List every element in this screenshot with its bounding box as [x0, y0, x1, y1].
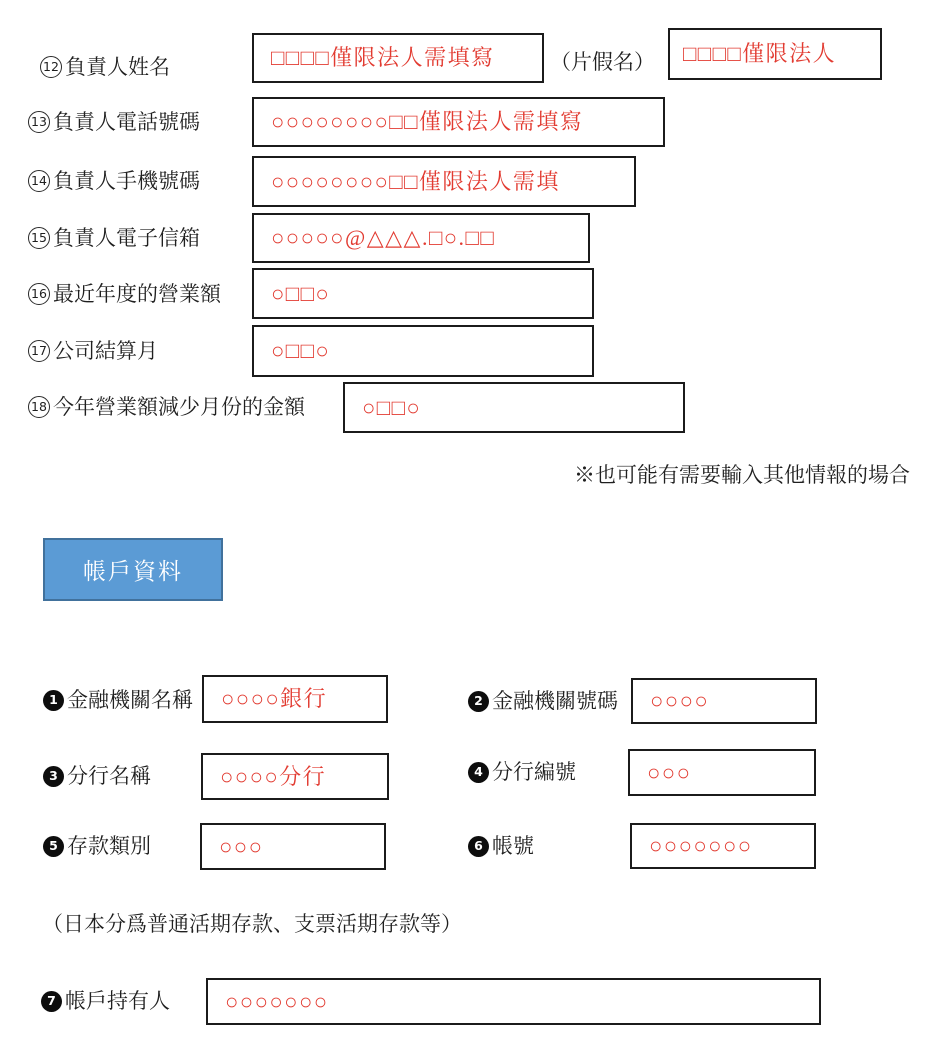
negative-circled-number-badge: 2: [468, 691, 489, 712]
responsible-email-box: [252, 213, 590, 263]
responsible-mobile-box: [252, 156, 636, 207]
revenue-decrease-amount-value: ○□□○: [362, 394, 422, 420]
responsible-phone-label: [28, 109, 200, 135]
circled-number-badge: 15: [28, 227, 50, 249]
fiscal-month-label: [28, 338, 158, 364]
account-number-box: [630, 823, 816, 869]
negative-circled-number-badge: 7: [41, 991, 62, 1012]
account-section-heading-text: 帳戶資料: [83, 559, 183, 584]
responsible-mobile-label: [28, 168, 200, 194]
branch-name-value: ○○○○分行: [220, 763, 327, 789]
circled-number-badge: 16: [28, 283, 50, 305]
responsible-name-value: □□□□僅限法人需填寫: [271, 45, 495, 70]
annual-revenue-label: [28, 281, 221, 307]
deposit-type-note: （日本分爲普通活期存款、支票活期存款等）: [42, 912, 462, 936]
branch-code-label-text: 分行編號: [492, 760, 576, 784]
responsible-phone-box: [252, 97, 665, 147]
bank-code-label: [468, 688, 618, 714]
branch-code-box: [628, 749, 816, 796]
account-section-heading: [43, 538, 223, 601]
branch-code-value: ○○○: [647, 759, 692, 785]
bank-name-label: [43, 687, 193, 713]
branch-name-label-text: 分行名稱: [67, 764, 151, 788]
fiscal-month-value: ○□□○: [271, 338, 331, 363]
katakana-label-text: （片假名）: [550, 50, 655, 74]
bank-name-value: ○○○○銀行: [221, 686, 328, 711]
circled-number-badge: 18: [28, 396, 50, 418]
responsible-mobile-label-text: 負責人手機號碼: [53, 169, 200, 193]
bank-code-label-text: 金融機關號碼: [492, 689, 618, 713]
negative-circled-number-badge: 5: [43, 836, 64, 857]
account-number-label-text: 帳號: [492, 834, 534, 858]
responsible-name-label: [40, 54, 170, 80]
negative-circled-number-badge: 6: [468, 836, 489, 857]
responsible-name-box: [252, 33, 544, 83]
bank-code-value: ○○○○: [650, 688, 710, 713]
branch-name-label: [43, 763, 151, 789]
fiscal-month-label-text: 公司結算月: [53, 339, 158, 363]
katakana-box: [668, 28, 882, 80]
bank-name-box: [202, 675, 388, 723]
account-number-label: [468, 833, 534, 859]
annual-revenue-box: [252, 268, 594, 319]
account-holder-label-text: 帳戶持有人: [65, 989, 170, 1013]
responsible-phone-label-text: 負責人電話號碼: [53, 110, 200, 134]
account-holder-label: [41, 988, 170, 1014]
circled-number-badge: 14: [28, 170, 50, 192]
annual-revenue-value: ○□□○: [271, 280, 331, 306]
responsible-mobile-value: ○○○○○○○○□□僅限法人需填: [271, 168, 560, 194]
deposit-type-box: [200, 823, 386, 870]
account-number-value: ○○○○○○○: [649, 833, 753, 858]
circled-number-badge: 12: [40, 56, 62, 78]
circled-number-badge: 17: [28, 340, 50, 362]
bank-name-label-text: 金融機關名稱: [67, 688, 193, 712]
responsible-email-label: [28, 225, 200, 251]
responsible-email-value: ○○○○○@△△△.□○.□□: [271, 225, 496, 250]
annual-revenue-label-text: 最近年度的營業額: [53, 282, 221, 306]
deposit-type-value: ○○○: [219, 833, 264, 859]
negative-circled-number-badge: 3: [43, 766, 64, 787]
revenue-decrease-amount-box: [343, 382, 685, 433]
deposit-type-label-text: 存款類別: [67, 834, 151, 858]
negative-circled-number-badge: 4: [468, 762, 489, 783]
responsible-email-label-text: 負責人電子信箱: [53, 226, 200, 250]
branch-name-box: [201, 753, 389, 800]
katakana-value: □□□□僅限法人: [683, 41, 837, 66]
negative-circled-number-badge: 1: [43, 690, 64, 711]
account-holder-box: [206, 978, 821, 1025]
revenue-decrease-amount-label: [28, 394, 305, 420]
bank-code-box: [631, 678, 817, 724]
account-holder-value: ○○○○○○○: [225, 988, 329, 1014]
responsible-phone-value: ○○○○○○○○□□僅限法人需填寫: [271, 109, 584, 134]
other-info-note: ※也可能有需要輸入其他情報的場合: [574, 463, 910, 487]
deposit-type-label: [43, 833, 151, 859]
responsible-name-label-text: 負責人姓名: [65, 55, 170, 79]
katakana-label: [550, 49, 655, 75]
fiscal-month-box: [252, 325, 594, 377]
branch-code-label: [468, 759, 576, 785]
circled-number-badge: 13: [28, 111, 50, 133]
revenue-decrease-amount-label-text: 今年營業額減少月份的金額: [53, 395, 305, 419]
